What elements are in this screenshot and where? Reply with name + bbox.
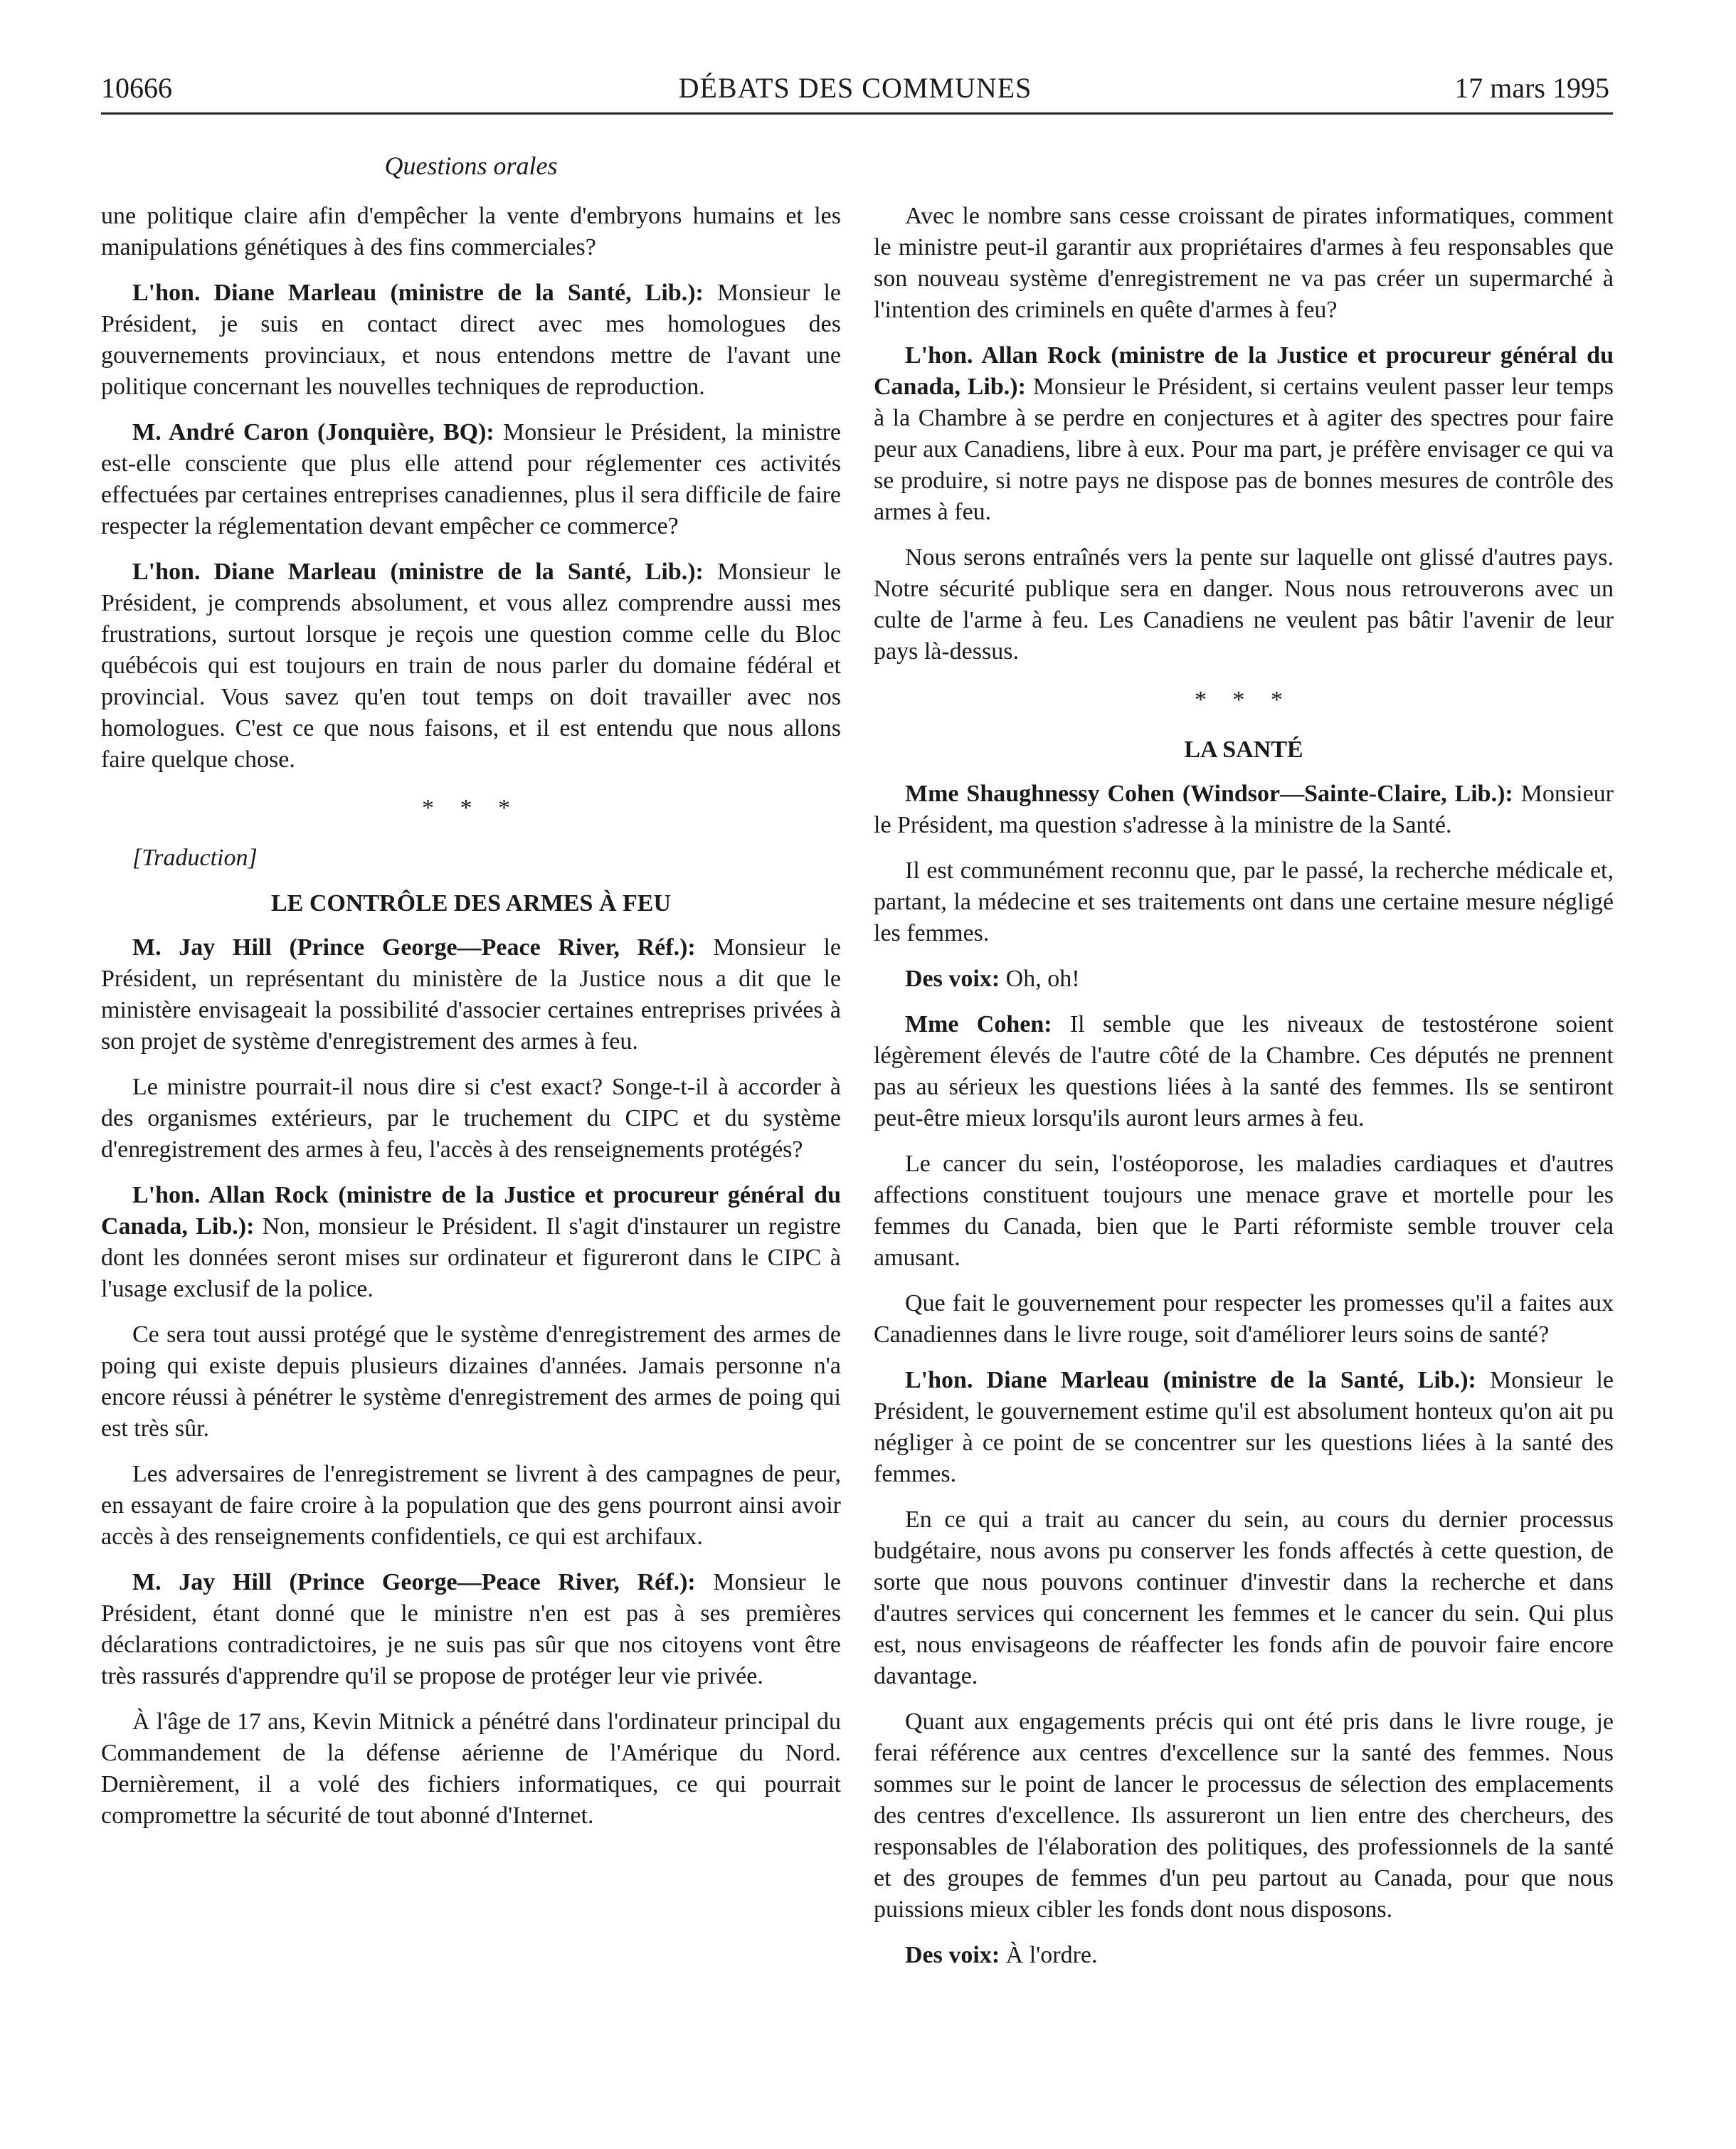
paragraph: Quant aux engagements précis qui ont été pris dans le livre rouge, je ferai référence aux centres d'excellence sur la santé des femmes. Nous sommes sur le point de lancer le processus de sélection des emplacements des centres d'excellence. Ils assureront un lien entre des chercheurs, des responsables de l'élaboration des politiques, des professionnels de la santé et des groupes de femmes d'un peu partout au Canada, pour que nous puissions mieux cibler les fonds dont nous disposons.: [874, 1709, 1614, 1923]
speech-text: Monsieur le Président, étant donné que le ministre n'en est pas à ses premières déclarations contradictoires, je ne suis pas sûr que nos citoyens vont être très rassurés d'apprendre qu'il se propose de protéger leur vie privée.: [101, 1569, 841, 1689]
section-title: LE CONTRÔLE DES ARMES À FEU: [270, 890, 672, 917]
page-number: 10666: [101, 72, 172, 104]
paragraph: Ce sera tout aussi protégé que le système d'enregistrement des armes de poing qui existe depuis plusieurs dizaines d'années. Jamais personne n'a encore réussi à pénétrer le système d'enregistrement des armes de poing qui est très sûr.: [101, 1321, 841, 1442]
speaker-name: L'hon. Diane Marleau (ministre de la Santé, Lib.):: [905, 1367, 1476, 1393]
speech-text: Monsieur le Président, la ministre est-elle consciente que plus elle attend pour réglementer ces activités effectuées par certaines entreprises canadiennes, plus il sera difficile de faire respecter la réglementation devant empêcher ce commerce?: [101, 419, 841, 539]
speaker-name: M. André Caron (Jonquière, BQ):: [132, 419, 494, 445]
paragraph: Il est communément reconnu que, par le passé, la recherche médicale et, partant, la médecine et ses traitements ont dans une certaine mesure négligé les femmes.: [874, 857, 1614, 946]
paragraph: Nous serons entraînés vers la pente sur laquelle ont glissé d'autres pays. Notre sécurité publique sera en danger. Nous nous retrouverons avec un culte de l'arme à feu. Les Canadiens ne veulent pas bâtir l'avenir de leur pays là-dessus.: [874, 544, 1614, 665]
speaker-name: L'hon. Diane Marleau (ministre de la Santé, Lib.):: [132, 559, 704, 585]
speech-text: À l'ordre.: [1000, 1942, 1098, 1968]
paragraph: [101, 1180, 841, 1305]
section-divider: * * *: [1195, 687, 1293, 713]
paragraph: [874, 963, 1614, 995]
speaker-name: L'hon. Allan Rock (ministre de la Justice et procureur général du Canada, Lib.):: [874, 342, 1614, 400]
paragraph: [874, 340, 1614, 528]
section-label: Questions orales: [384, 152, 558, 180]
paragraph: [101, 932, 841, 1057]
publication-date: 17 mars 1995: [1454, 72, 1609, 104]
speaker-name: M. Jay Hill (Prince George—Peace River, Réf.):: [132, 1569, 696, 1595]
paragraph: Le ministre pourrait-il nous dire si c'est exact? Songe-t-il à accorder à des organismes extérieurs, par le truchement du CIPC et du système d'enregistrement des armes à feu, l'accès à des renseignements protégés?: [101, 1074, 841, 1163]
right-column: [874, 201, 1614, 1985]
speech-text: Monsieur le Président, je comprends absolument, et vous allez comprendre aussi mes frustrations, surtout lorsque je reçois une question comme celle du Bloc québécois qui est toujours en train de nous parler du domaine fédéral et provincial. Vous savez qu'en tout temps on doit travailler avec nos homologues. C'est ce que nous faisons, et il est entendu que nous allons faire quelque chose.: [101, 559, 842, 773]
publication-title: DÉBATS DES COMMUNES: [678, 72, 1032, 104]
paragraph: [101, 278, 841, 403]
paragraph: En ce qui a trait au cancer du sein, au cours du dernier processus budgétaire, nous avons pu conserver les fonds affectés à cette question, de sorte que nous pouvons continuer d'investir dans la recherche et dans d'autres services qui concernent les femmes et le cancer du sein. Qui plus est, nous envisageons de réaffecter les fonds afin de pouvoir faire encore davantage.: [874, 1506, 1614, 1689]
header-rule: [101, 112, 1613, 115]
section-divider: * * *: [422, 795, 520, 821]
speech-text: Monsieur le Président, un représentant du ministère de la Justice nous a dit que le ministère envisageait la possibilité d'associer certaines entreprises privées à son projet de système d'enregistrement des armes à feu.: [101, 934, 841, 1055]
speech-text: Oh, oh!: [1000, 966, 1080, 992]
paragraph: [101, 1567, 841, 1692]
paragraph: [101, 417, 841, 542]
paragraph: À l'âge de 17 ans, Kevin Mitnick a pénétré dans l'ordinateur principal du Commandement de la défense aérienne de l'Amérique du Nord. Dernièrement, il a volé des fichiers informatiques, ce qui pourrait compromettre la sécurité de tout abonné d'Internet.: [101, 1709, 841, 1829]
paragraph: Que fait le gouvernement pour respecter les promesses qu'il a faites aux Canadiennes dans le livre rouge, soit d'améliorer leurs soins de santé?: [874, 1290, 1614, 1348]
left-column: [101, 201, 841, 1846]
speaker-name: L'hon. Allan Rock (ministre de la Justice et procureur général du Canada, Lib.):: [101, 1182, 841, 1240]
paragraph: Avec le nombre sans cesse croissant de pirates informatiques, comment le ministre peut-il garantir aux propriétaires d'armes à feu responsables que son nouveau système d'enregistrement ne va pas créer un supermarché à l'intention des criminels en quête d'armes à feu?: [874, 203, 1614, 323]
paragraph: Les adversaires de l'enregistrement se livrent à des campagnes de peur, en essayant de faire croire à la population que des gens pourront ainsi avoir accès à des renseignements confidentiels, ce qui est archifaux.: [101, 1461, 841, 1550]
speech-text: Monsieur le Président, ma question s'adresse à la ministre de la Santé.: [874, 781, 1614, 838]
speaker-name: Mme Cohen:: [905, 1011, 1052, 1037]
speaker-name: L'hon. Diane Marleau (ministre de la Santé, Lib.):: [132, 280, 704, 306]
paragraph: Le cancer du sein, l'ostéoporose, les maladies cardiaques et d'autres affections constituent toujours une menace grave et mortelle pour les femmes du Canada, bien que le Parti réformiste semble trouver cela amusant.: [874, 1151, 1614, 1271]
paragraph: [101, 556, 841, 776]
speaker-name: M. Jay Hill (Prince George—Peace River, Réf.):: [132, 934, 696, 961]
paragraph: [874, 778, 1614, 841]
speaker-name: Des voix:: [905, 966, 1000, 992]
paragraph: une politique claire afin d'empêcher la vente d'embryons humains et les manipulations génétiques à des fins commerciales?: [101, 203, 841, 260]
paragraph: [874, 1365, 1614, 1490]
paragraph: [874, 1009, 1614, 1134]
paragraph: [874, 1940, 1614, 1971]
translation-tag: [Traduction]: [132, 845, 258, 871]
speech-text: Monsieur le Président, si certains veulent passer leur temps à la Chambre à se perdre en conjectures et à agiter des spectres pour faire peur aux Canadiens, libre à eux. Pour ma part, je préfère envisager ce qui va se produire, si notre pays ne dispose pas de bonnes mesures de contrôle des armes à feu.: [874, 374, 1614, 525]
speaker-name: Mme Shaughnessy Cohen (Windsor—Sainte-Claire, Lib.):: [905, 781, 1513, 807]
speech-text: Monsieur le Président, le gouvernement estime qu'il est absolument honteux qu'on ait pu négliger à ce point de se concentrer sur les questions liées à la santé des femmes.: [874, 1367, 1614, 1487]
section-title: LA SANTÉ: [1184, 736, 1303, 763]
speech-text: Il semble que les niveaux de testostérone soient légèrement élevés de l'autre côté de la Chambre. Ces députés ne prennent pas au sérieux les questions liées à la santé des femmes. Ils se sentiront peut-être mieux lorsqu'ils auront leurs armes à feu.: [874, 1011, 1614, 1131]
speaker-name: Des voix:: [905, 1942, 1000, 1968]
speech-text: Non, monsieur le Président. Il s'agit d'instaurer un registre dont les données seront mises sur ordinateur et figureront dans le CIPC à l'usage exclusif de la police.: [101, 1213, 841, 1302]
speech-text: Monsieur le Président, je suis en contact direct avec mes homologues des gouvernements provinciaux, et nous entendons mettre de l'avant une politique concernant les nouvelles techniques de reproduction.: [101, 280, 842, 400]
page-header: [101, 71, 1609, 111]
